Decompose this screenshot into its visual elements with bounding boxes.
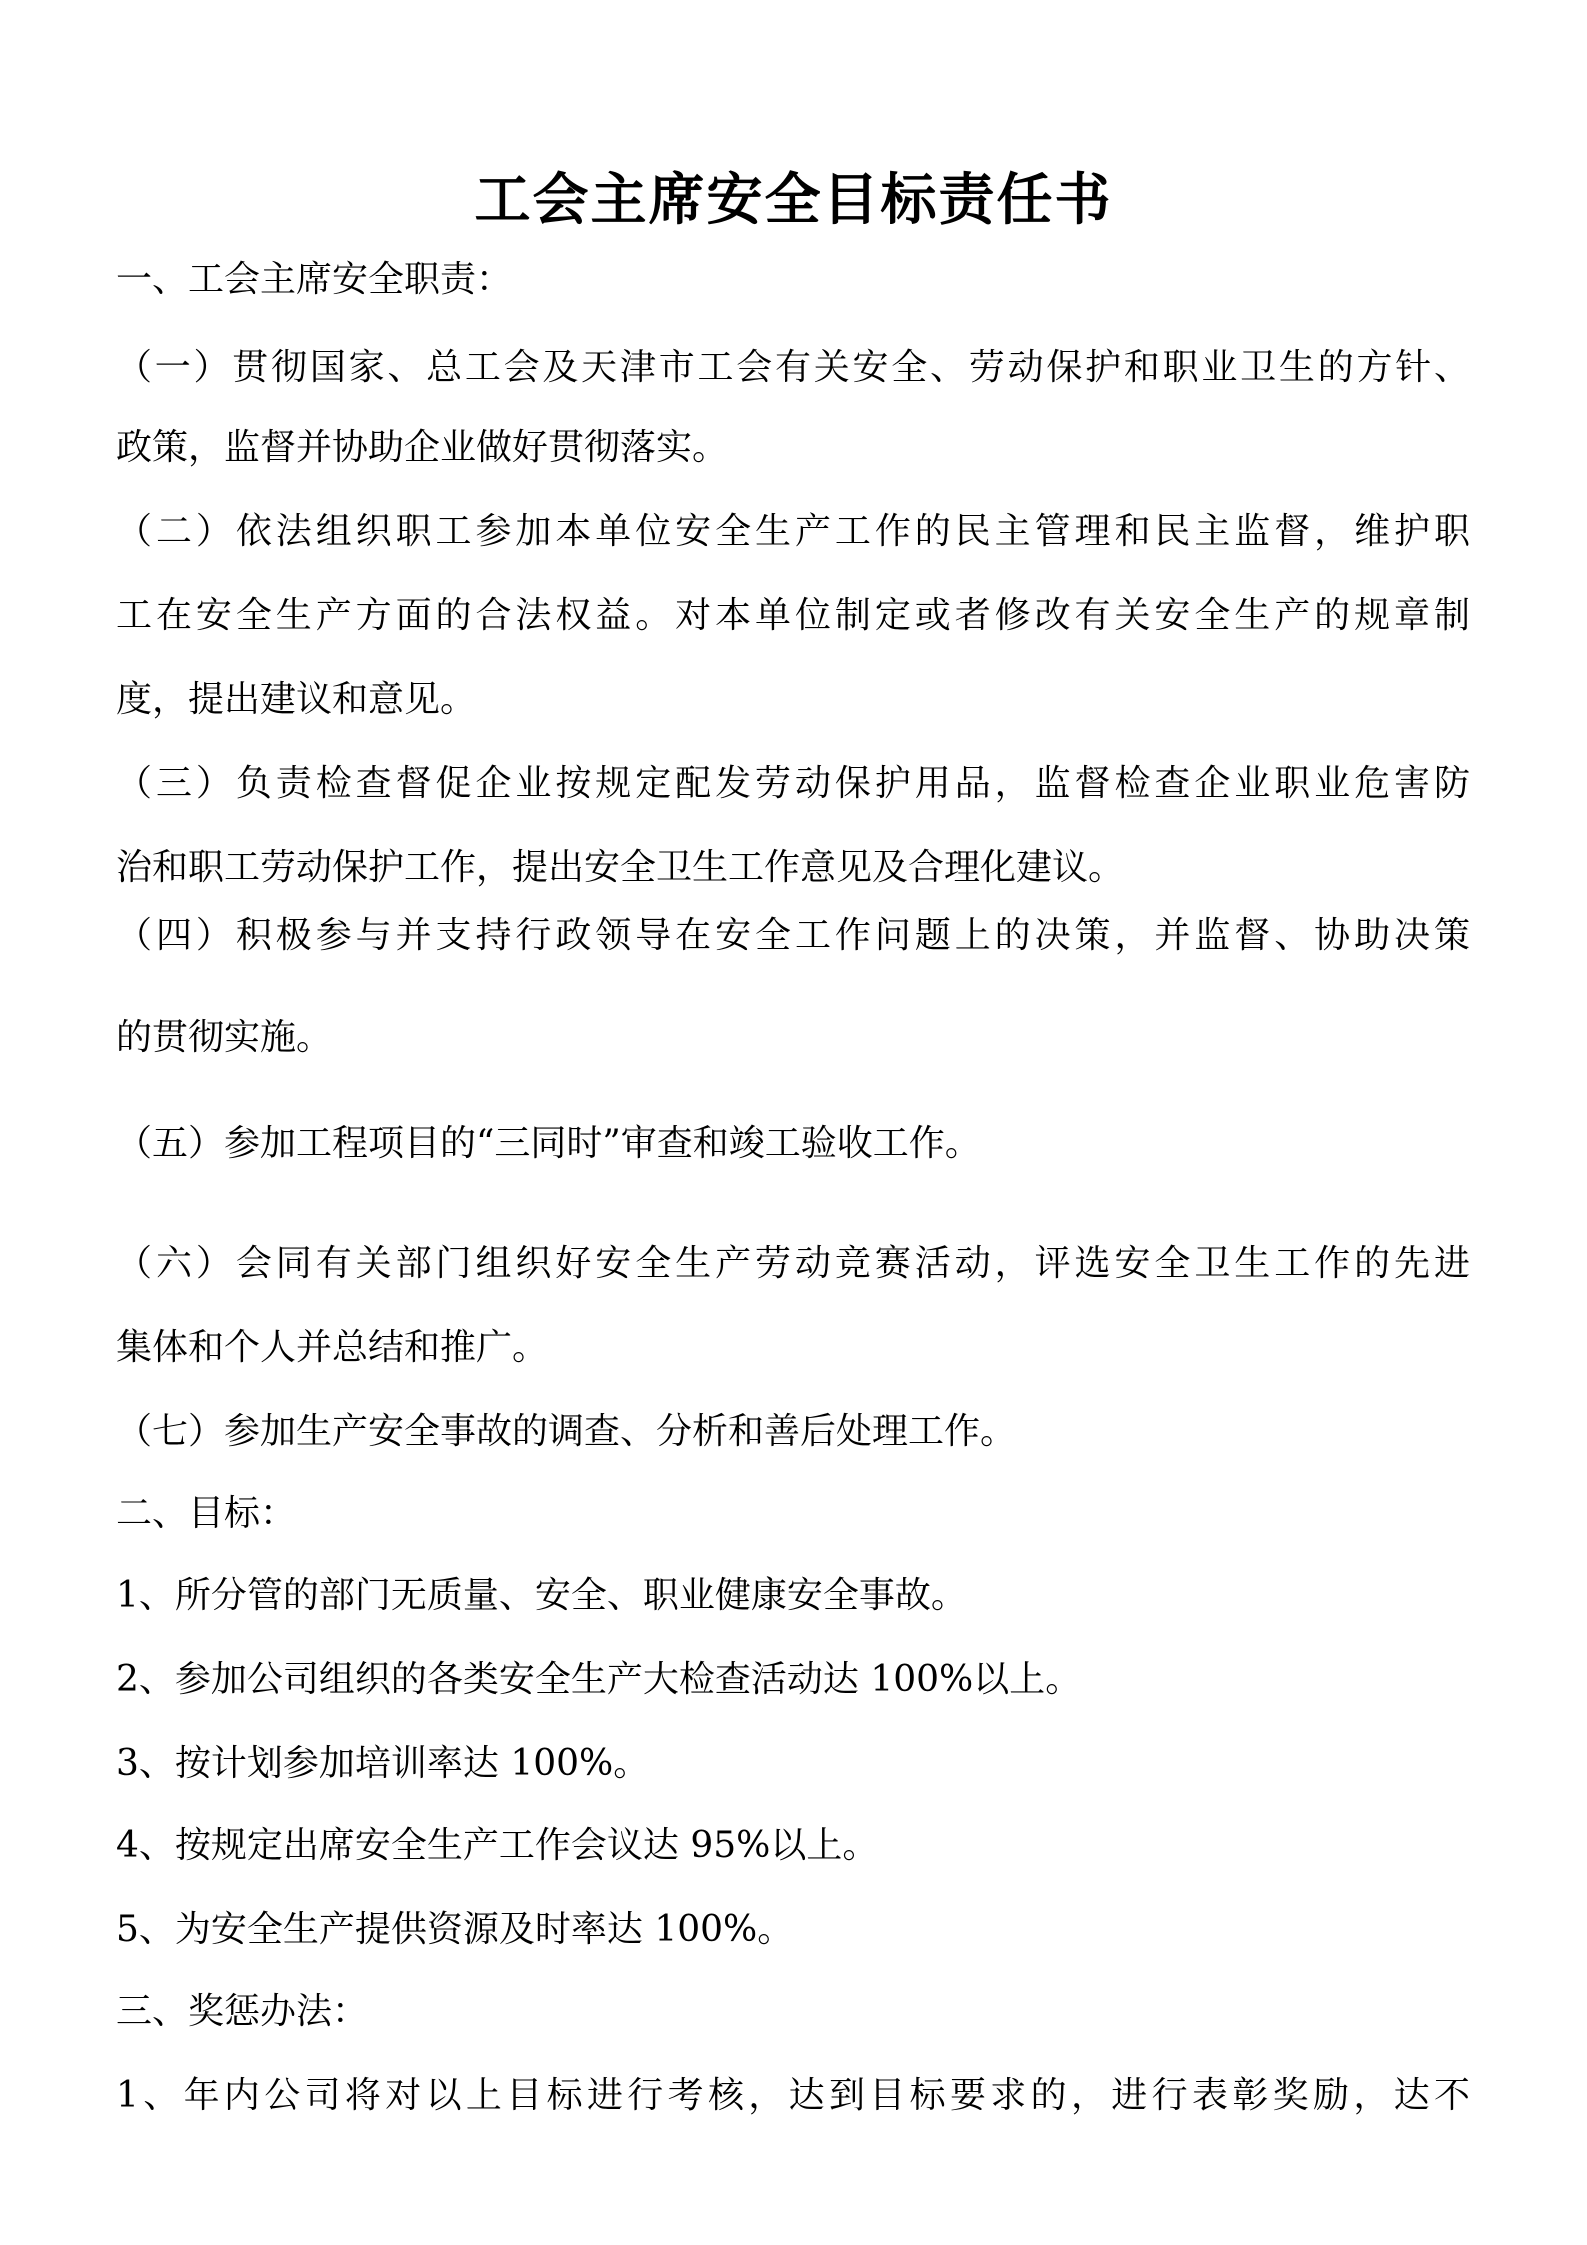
paragraph-line: （六）会同有关部门组织好安全生产劳动竞赛活动，评选安全卫生工作的先进	[116, 1243, 1470, 1284]
paragraph-line: 政策，监督并协助企业做好贯彻落实。	[116, 427, 729, 468]
goal-item: 4、按规定出席安全生产工作会议达 95%以上。	[116, 1825, 879, 1866]
goal-item: 2、参加公司组织的各类安全生产大检查活动达 100%以上。	[116, 1659, 1082, 1700]
paragraph-line: 的贯彻实施。	[116, 1017, 333, 1058]
goal-item: 5、为安全生产提供资源及时率达 100%。	[116, 1909, 794, 1950]
section-heading-rewards: 三、奖惩办法：	[116, 1991, 369, 2032]
section-heading-goals: 二、目标：	[116, 1493, 297, 1534]
paragraph-line: （七）参加生产安全事故的调查、分析和善后处理工作。	[116, 1411, 1017, 1452]
goal-item: 1、所分管的部门无质量、安全、职业健康安全事故。	[116, 1575, 967, 1616]
paragraph-line: （二）依法组织职工参加本单位安全生产工作的民主管理和民主监督，维护职	[116, 511, 1470, 552]
paragraph-line: （四）积极参与并支持行政领导在安全工作问题上的决策，并监督、协助决策	[116, 915, 1470, 956]
paragraph-line: 工在安全生产方面的合法权益。对本单位制定或者修改有关安全生产的规章制	[116, 595, 1470, 636]
document-title: 工会主席安全目标责任书	[474, 167, 1113, 233]
paragraph-line: （一）贯彻国家、总工会及天津市工会有关安全、劳动保护和职业卫生的方针、	[116, 347, 1470, 388]
paragraph-line: 治和职工劳动保护工作，提出安全卫生工作意见及合理化建议。	[116, 847, 1125, 888]
paragraph-line: 集体和个人并总结和推广。	[116, 1327, 549, 1368]
section-heading-duties: 一、工会主席安全职责：	[116, 259, 513, 300]
paragraph-line: 1、年内公司将对以上目标进行考核，达到目标要求的，进行表彰奖励，达不	[116, 2075, 1470, 2116]
goal-item: 3、按计划参加培训率达 100%。	[116, 1743, 650, 1784]
paragraph-line: （五）参加工程项目的“三同时”审查和竣工验收工作。	[116, 1123, 981, 1164]
paragraph-line: （三）负责检查督促企业按规定配发劳动保护用品，监督检查企业职业危害防	[116, 763, 1470, 804]
paragraph-line: 度，提出建议和意见。	[116, 679, 477, 720]
